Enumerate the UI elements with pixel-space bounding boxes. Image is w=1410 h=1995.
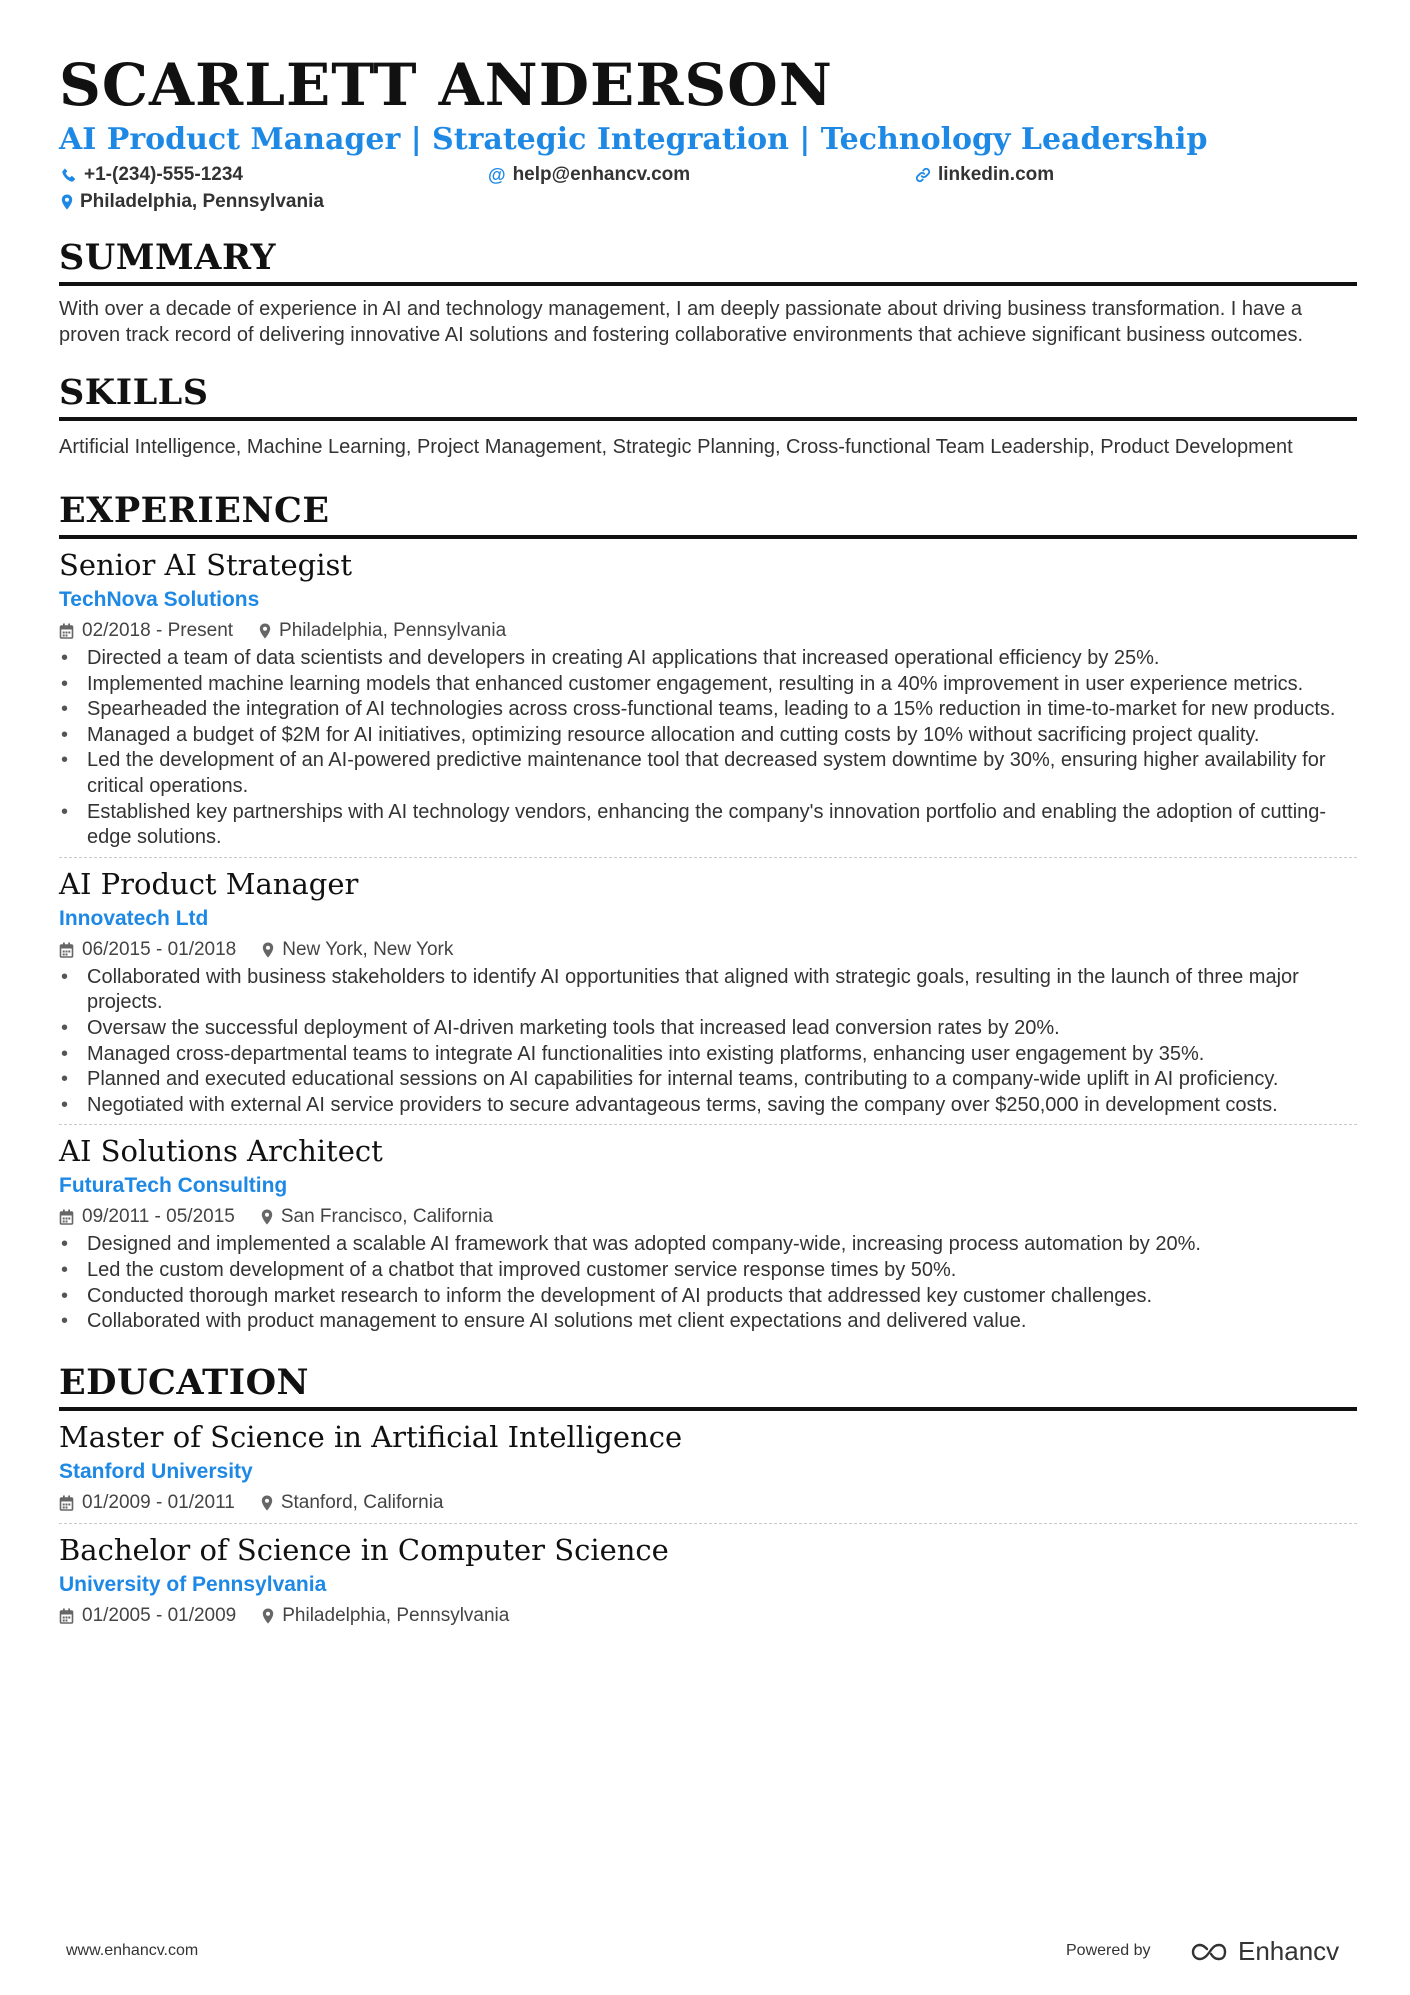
job-entry xyxy=(59,1133,1357,1334)
summary-title: SUMMARY xyxy=(59,236,1357,286)
divider xyxy=(59,857,1357,858)
job-title: AI Solutions Architect xyxy=(59,1134,383,1169)
bullet-item: • Collaborated with business stakeholders to identify AI opportunities that aligned with strategic goals, resulting in the launch of three major projects. xyxy=(59,965,1357,1016)
skills-section xyxy=(59,371,1357,461)
enhancv-logo-icon xyxy=(1186,1940,1232,1964)
location-pin-icon xyxy=(259,623,271,639)
contact-phone[interactable] xyxy=(61,164,243,186)
bullet-item: • Implemented machine learning models that enhanced customer engagement, resulting in a 40% improvement in user experience metrics. xyxy=(59,672,1357,698)
job-bullets xyxy=(59,646,1357,851)
contact-info xyxy=(59,160,1357,216)
link-icon xyxy=(915,167,931,183)
calendar-icon xyxy=(59,1209,74,1225)
contact-location xyxy=(61,191,324,213)
candidate-headline: AI Product Manager | Strategic Integration | Technology Leadership xyxy=(59,122,1208,157)
summary-text: With over a decade of experience in AI and technology management, I am deeply passionate about driving business transformation. I have a proven track record of delivering innovative AI solutions and fostering collaborative environments that achieve significant business outcomes. xyxy=(59,298,1304,346)
bullet-item: • Spearheaded the integration of AI technologies across cross-functional teams, leading to a 15% reduction in time-to-market for new products. xyxy=(59,697,1357,723)
education-location: Stanford, California xyxy=(280,1491,444,1513)
job-company: FuturaTech Consulting xyxy=(59,1174,288,1198)
footer-brand-logo[interactable] xyxy=(1186,1936,1339,1967)
job-meta xyxy=(59,936,1357,964)
brand-name: Enhancv xyxy=(1238,1936,1340,1966)
footer-site-link[interactable]: www.enhancv.com xyxy=(66,1942,199,1959)
summary-section xyxy=(59,236,1357,348)
candidate-name: SCARLETT ANDERSON xyxy=(59,51,833,119)
degree-title: Bachelor of Science in Computer Science xyxy=(59,1532,669,1567)
email-text: help@enhancv.com xyxy=(512,164,691,185)
at-icon: @ xyxy=(488,164,506,185)
bullet-item: • Planned and executed educational sessions on AI capabilities for internal teams, contributing to a company-wide uplift in AI proficiency. xyxy=(59,1067,1357,1093)
bullet-item: • Designed and implemented a scalable AI framework that was adopted company-wide, increasing process automation by 20%. xyxy=(59,1232,1357,1258)
location-pin-icon xyxy=(261,1209,273,1225)
job-location: New York, New York xyxy=(282,938,454,960)
bullet-item: • Conducted thorough market research to inform the development of AI products that addressed key customer challenges. xyxy=(59,1284,1357,1310)
job-dates: 09/2011 - 05/2015 xyxy=(82,1206,235,1228)
experience-title: EXPERIENCE xyxy=(59,489,1357,539)
education-dates: 01/2009 - 01/2011 xyxy=(82,1491,235,1513)
contact-email[interactable] xyxy=(488,164,690,186)
job-location: San Francisco, California xyxy=(280,1206,494,1228)
education-location: Philadelphia, Pennsylvania xyxy=(282,1604,510,1626)
education-dates: 01/2005 - 01/2009 xyxy=(82,1604,237,1626)
job-entry xyxy=(59,547,1357,858)
bullet-item: • Managed a budget of $2M for AI initiatives, optimizing resource allocation and cutting costs by 10% without sacrificing project quality. xyxy=(59,723,1357,749)
bullet-item: • Collaborated with product management to ensure AI solutions met client expectations and delivered value. xyxy=(59,1309,1357,1335)
skills-title: SKILLS xyxy=(59,371,1357,421)
school-name: Stanford University xyxy=(59,1459,253,1483)
school-name: University of Pennsylvania xyxy=(59,1572,327,1596)
calendar-icon xyxy=(59,1495,74,1511)
bullet-item: • Negotiated with external AI service providers to secure advantageous terms, saving the company over $250,000 in development costs. xyxy=(59,1093,1357,1119)
education-entry xyxy=(59,1532,1357,1630)
divider xyxy=(59,1124,1357,1125)
education-section xyxy=(59,1361,1357,1630)
calendar-icon xyxy=(59,1608,74,1624)
location-text: Philadelphia, Pennsylvania xyxy=(80,191,324,212)
job-meta xyxy=(59,617,1357,645)
education-meta xyxy=(59,1489,1357,1517)
phone-icon xyxy=(61,167,77,183)
job-meta xyxy=(59,1203,1357,1231)
bullet-item: • Led the development of an AI-powered predictive maintenance tool that decreased system downtime by 30%, ensuring higher availability for critical operations. xyxy=(59,748,1357,799)
education-entry xyxy=(59,1419,1357,1524)
job-title: AI Product Manager xyxy=(59,866,359,901)
skills-text: Artificial Intelligence, Machine Learning, Project Management, Strategic Planning, Cross-functional Team Leadership, Product Development xyxy=(59,436,1293,458)
job-company: Innovatech Ltd xyxy=(59,906,209,930)
job-title: Senior AI Strategist xyxy=(59,548,353,582)
calendar-icon xyxy=(59,942,74,958)
job-location: Philadelphia, Pennsylvania xyxy=(279,620,507,641)
job-dates: 02/2018 - Present xyxy=(82,620,234,641)
job-bullets xyxy=(59,1232,1357,1334)
phone-text: +1-(234)-555-1234 xyxy=(84,164,243,185)
education-title: EDUCATION xyxy=(59,1361,1357,1411)
bullet-item: • Directed a team of data scientists and developers in creating AI applications that increased operational efficiency by 25%. xyxy=(59,646,1357,672)
resume-page xyxy=(59,0,1357,1630)
linkedin-text: linkedin.com xyxy=(938,164,1055,185)
location-pin-icon xyxy=(262,942,274,958)
bullet-item: • Led the custom development of a chatbot that improved customer service response times by 50%. xyxy=(59,1258,1357,1284)
calendar-icon xyxy=(59,623,74,639)
bullet-item: • Managed cross-departmental teams to integrate AI functionalities into existing platforms, enhancing user engagement by 35%. xyxy=(59,1042,1357,1068)
job-company: TechNova Solutions xyxy=(59,588,260,611)
contact-linkedin[interactable] xyxy=(915,164,1054,186)
footer-powered-by: Powered by xyxy=(1066,1942,1151,1959)
bullet-item: • Oversaw the successful deployment of AI-driven marketing tools that increased lead conversion rates by 20%. xyxy=(59,1016,1357,1042)
divider xyxy=(59,1523,1357,1524)
education-meta xyxy=(59,1602,1357,1630)
location-pin-icon xyxy=(261,1495,273,1511)
job-entry xyxy=(59,866,1357,1126)
job-bullets xyxy=(59,965,1357,1119)
bullet-item: • Established key partnerships with AI technology vendors, enhancing the company's innovation portfolio and enabling the adoption of cutting-edge solutions. xyxy=(59,800,1357,851)
job-dates: 06/2015 - 01/2018 xyxy=(82,938,237,960)
experience-section xyxy=(59,489,1357,1335)
location-pin-icon xyxy=(61,194,73,210)
degree-title: Master of Science in Artificial Intelligence xyxy=(59,1419,683,1454)
page-footer xyxy=(0,1936,1410,1970)
location-pin-icon xyxy=(262,1608,274,1624)
